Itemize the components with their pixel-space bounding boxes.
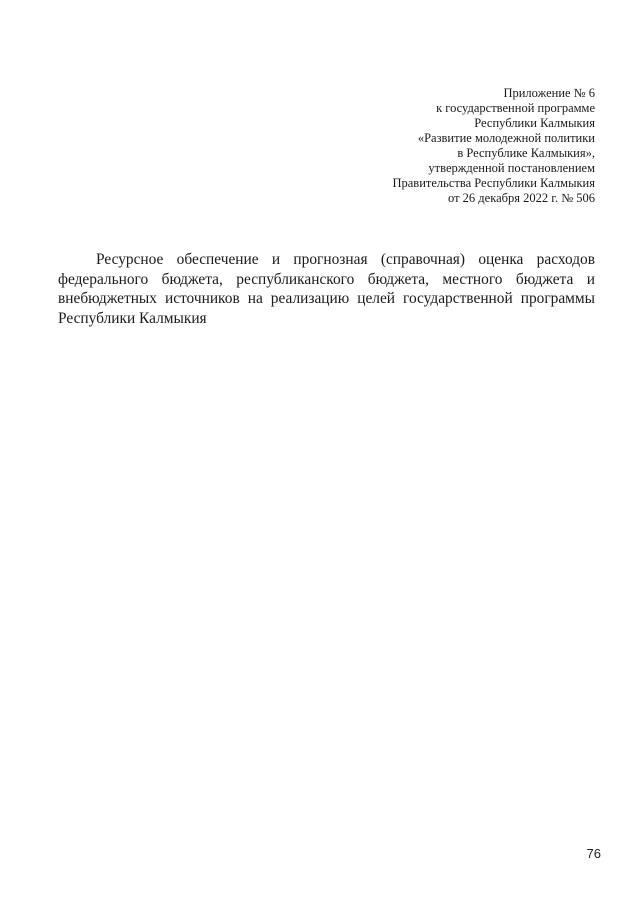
page-number: 76 [586,846,601,861]
appendix-line: в Республике Калмыкия», [457,146,595,160]
appendix-line: «Развитие молодежной политики [417,131,595,145]
appendix-line: Приложение № 6 [503,86,595,100]
appendix-line: к государственной программе [436,101,595,115]
appendix-line: от 26 декабря 2022 г. № 506 [447,191,595,205]
appendix-line: утвержденной постановлением [428,161,595,175]
appendix-block [295,86,595,206]
appendix-line: Правительства Республики Калмыкия [392,176,595,190]
appendix-line: Республики Калмыкия [474,116,595,130]
document-heading: Ресурсное обеспечение и прогнозная (справочная) оценка расходов федерального бюджета, республиканского бюджета, местного бюджета и внебюджетных источников на реализацию целей государственной программы Республики Калмыкия [58,251,595,327]
